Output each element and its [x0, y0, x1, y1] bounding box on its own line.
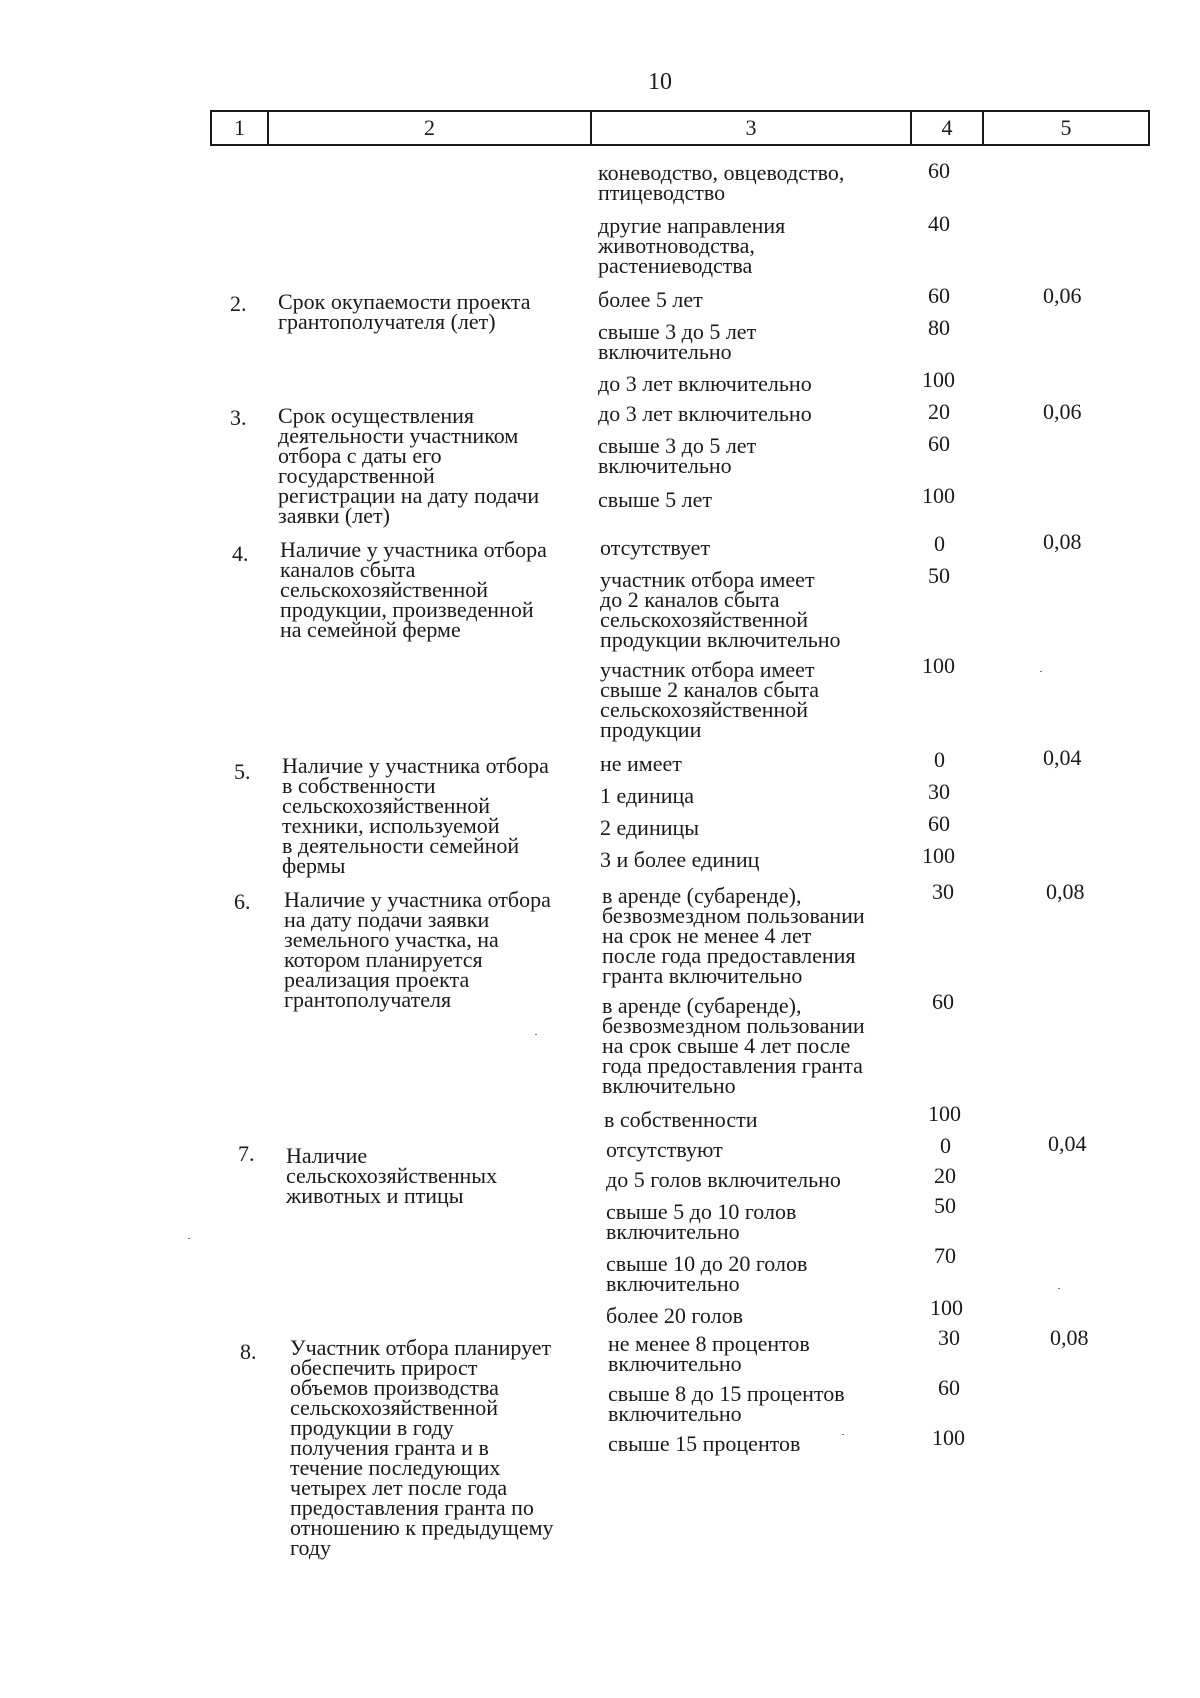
option-text: свыше 3 до 5 лет включительно [598, 319, 757, 364]
option-text: участник отбора имеет свыше 2 каналов сбыта сельскохозяйственной продукции [600, 657, 820, 742]
option-score: 60 [928, 431, 950, 456]
option-score: 50 [934, 1193, 956, 1218]
criterion-title: Наличие у участника отбора на дату подачи заявки земельного участка, на котором планируется реализация проекта грантополучателя [284, 887, 551, 1012]
option-score: 30 [932, 879, 954, 904]
option-text: до 5 голов включительно [606, 1167, 841, 1192]
option-text: свыше 8 до 15 процентов включительно [608, 1381, 845, 1426]
criterion-title: Участник отбора планирует обеспечить прирост объемов производства сельскохозяйственной продукции в году получения гранта и в течение последующих четырех лет после года предоставления гранта по отношению к предыдущему году [290, 1335, 554, 1560]
option-score: 20 [934, 1163, 956, 1188]
criterion-number: 3. [230, 405, 247, 430]
criterion-title: Наличие у участника отбора в собственности сельскохозяйственной техники, используемой в деятельности семейной фермы [282, 753, 549, 878]
criterion-number: 4. [232, 541, 249, 566]
header-col-1: 1 [212, 112, 269, 144]
option-score: 0 [940, 1133, 951, 1158]
option-score: 0 [934, 747, 945, 772]
criterion-title: Наличие у участника отбора каналов сбыта сельскохозяйственной продукции, произведенной на семейной ферме [280, 537, 547, 642]
option-text: отсутствует [600, 535, 711, 560]
header-col-3: 3 [592, 112, 912, 144]
criterion-number: 6. [234, 889, 251, 914]
option-score: 30 [928, 779, 950, 804]
option-text: 3 и более единиц [600, 847, 760, 872]
option-text: свыше 15 процентов [608, 1431, 801, 1456]
scan-speck [1058, 1288, 1060, 1289]
criterion-number: 8. [240, 1339, 257, 1364]
option-text: другие направления животноводства, растениеводства [598, 213, 786, 278]
criterion-number: 2. [230, 291, 247, 316]
criterion-number: 7. [238, 1141, 255, 1166]
option-score: 100 [922, 367, 955, 392]
option-text: свыше 5 лет [598, 487, 712, 512]
criterion-weight: 0,04 [1043, 745, 1082, 770]
criterion-weight: 0,08 [1050, 1325, 1089, 1350]
option-score: 50 [928, 563, 950, 588]
option-score: 100 [928, 1101, 961, 1126]
option-text: до 3 лет включительно [598, 371, 812, 396]
option-text: до 3 лет включительно [598, 401, 812, 426]
scan-speck [188, 1238, 190, 1239]
option-text: свыше 10 до 20 голов включительно [606, 1251, 808, 1296]
header-col-2: 2 [269, 112, 592, 144]
table-header [210, 110, 1150, 146]
option-score: 0 [934, 531, 945, 556]
page-number: 10 [648, 69, 672, 95]
criterion-weight: 0,06 [1043, 399, 1082, 424]
option-text: более 5 лет [598, 287, 703, 312]
criterion-weight: 0,04 [1048, 1131, 1087, 1156]
option-score: 30 [938, 1325, 960, 1350]
option-text: не имеет [600, 751, 682, 776]
option-score: 40 [928, 211, 950, 236]
option-score: 100 [930, 1295, 963, 1320]
option-score: 60 [928, 811, 950, 836]
option-text: свыше 3 до 5 лет включительно [598, 433, 757, 478]
option-score: 70 [934, 1243, 956, 1268]
option-text: не менее 8 процентов включительно [608, 1331, 810, 1376]
header-col-4: 4 [912, 112, 984, 144]
scan-speck [1040, 671, 1042, 672]
scan-speck [535, 1034, 537, 1035]
option-text: отсутствуют [606, 1137, 723, 1162]
option-score: 60 [938, 1375, 960, 1400]
option-score: 60 [928, 283, 950, 308]
criterion-title: Срок окупаемости проекта грантополучателя (лет) [278, 289, 531, 334]
option-text: в аренде (субаренде), безвозмездном пользовании на срок свыше 4 лет после года предоставления гранта включительно [602, 993, 865, 1098]
option-score: 100 [922, 483, 955, 508]
option-text: участник отбора имеет до 2 каналов сбыта сельскохозяйственной продукции включительно [600, 567, 841, 652]
option-score: 80 [928, 315, 950, 340]
option-text: свыше 5 до 10 голов включительно [606, 1199, 797, 1244]
criterion-weight: 0,08 [1046, 879, 1085, 904]
criterion-title: Срок осуществления деятельности участником отбора с даты его государственной регистрации на дату подачи заявки (лет) [278, 403, 540, 528]
option-text: коневодство, овцеводство, птицеводство [598, 160, 845, 205]
option-score: 100 [922, 843, 955, 868]
option-score: 100 [922, 653, 955, 678]
option-score: 60 [932, 989, 954, 1014]
criterion-weight: 0,06 [1043, 283, 1082, 308]
option-text: 2 единицы [600, 815, 700, 840]
scan-speck [842, 1434, 844, 1435]
option-score: 100 [932, 1425, 965, 1450]
option-text: 1 единица [600, 783, 695, 808]
header-col-5: 5 [1060, 115, 1072, 140]
option-text: в собственности [604, 1107, 758, 1132]
criterion-number: 5. [234, 759, 251, 784]
option-text: более 20 голов [606, 1303, 743, 1328]
option-text: в аренде (субаренде), безвозмездном пользовании на срок не менее 4 лет после года предоставления гранта включительно [602, 883, 865, 988]
criterion-title: Наличие сельскохозяйственных животных и птицы [286, 1143, 498, 1208]
criterion-weight: 0,08 [1043, 529, 1082, 554]
option-score: 60 [928, 158, 950, 183]
option-score: 20 [928, 399, 950, 424]
